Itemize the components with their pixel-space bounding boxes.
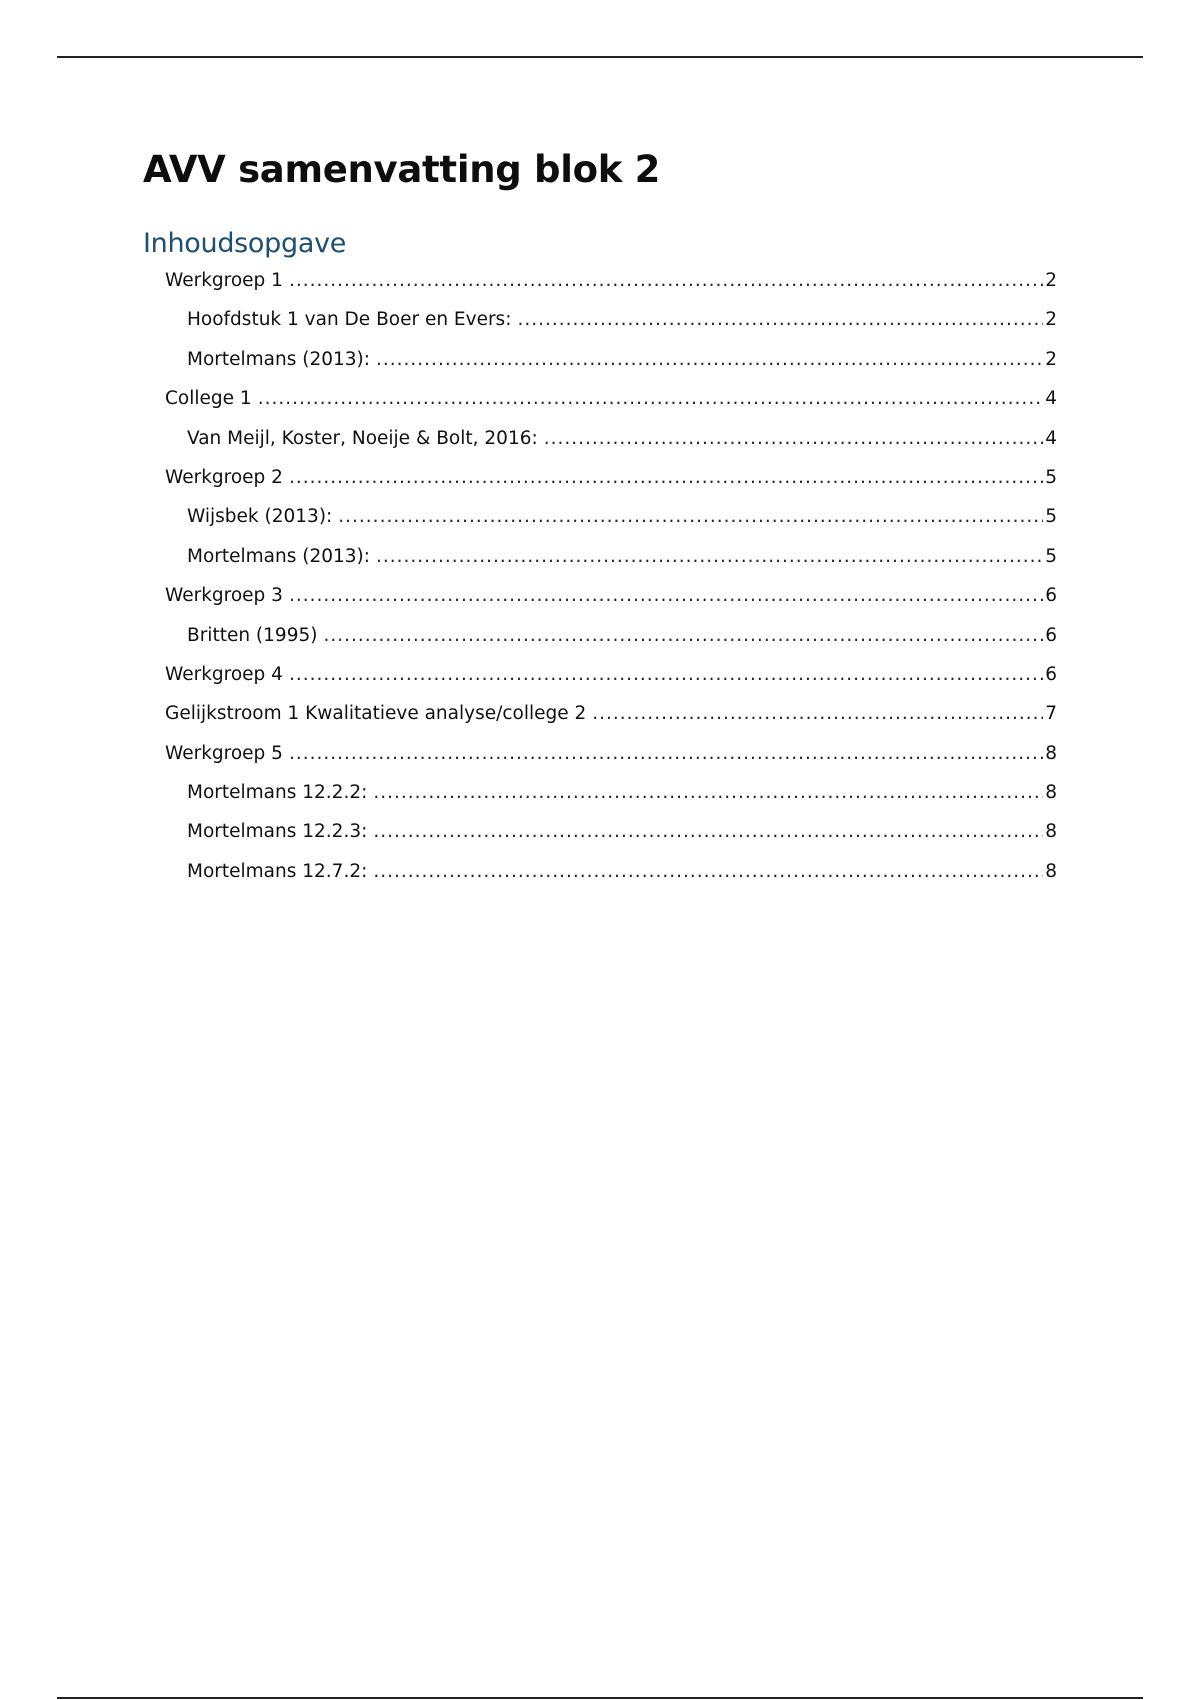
- toc-dot-leader: [289, 664, 1043, 685]
- toc-dot-leader: [373, 821, 1043, 842]
- toc-entry-page: 5: [1045, 466, 1057, 488]
- toc-entry-page: 8: [1045, 821, 1057, 843]
- toc-entry-label: Wijsbek (2013):: [187, 506, 333, 528]
- toc-dot-leader: [289, 270, 1043, 291]
- toc-dot-leader: [289, 467, 1043, 488]
- toc-dot-leader: [373, 861, 1043, 882]
- toc-entry-label: Werkgroep 2: [165, 466, 283, 488]
- toc-entry-label: College 1: [165, 388, 252, 410]
- toc-entry-page: 4: [1045, 388, 1057, 410]
- toc-entry-label: Werkgroep 3: [165, 585, 283, 607]
- toc-entry-page: 4: [1045, 427, 1057, 449]
- toc-entry-page: 2: [1045, 270, 1057, 291]
- toc-entry-page: 2: [1045, 309, 1057, 331]
- toc-entry-label: Mortelmans (2013):: [187, 545, 371, 567]
- toc-entry-page: 5: [1045, 545, 1057, 567]
- toc-entry-label: Mortelmans 12.7.2:: [187, 860, 368, 882]
- toc-entry[interactable]: [143, 467, 1057, 506]
- footer-rule: [57, 1697, 1143, 1699]
- toc-entry[interactable]: [143, 506, 1057, 545]
- toc-entry[interactable]: [143, 625, 1057, 664]
- toc-entry-page: 8: [1045, 860, 1057, 882]
- toc-dot-leader: [373, 782, 1043, 803]
- toc-entry-label: Van Meijl, Koster, Noeije & Bolt, 2016:: [187, 427, 538, 449]
- toc-entry-page: 7: [1045, 703, 1057, 725]
- toc-entry-label: Gelijkstroom 1 Kwalitatieve analyse/college 2: [165, 703, 587, 725]
- toc-dot-leader: [544, 428, 1043, 449]
- toc-heading: Inhoudsopgave: [143, 228, 347, 259]
- toc-dot-leader: [517, 309, 1043, 330]
- toc-entry[interactable]: [143, 270, 1057, 309]
- toc-entry-label: Mortelmans 12.2.2:: [187, 782, 368, 804]
- toc-entry[interactable]: [143, 546, 1057, 585]
- toc-dot-leader: [592, 703, 1043, 724]
- toc-entry[interactable]: [143, 428, 1057, 467]
- toc-entry-page: 5: [1045, 506, 1057, 528]
- page-content: [143, 140, 1057, 900]
- toc-entry-page: 8: [1045, 742, 1057, 764]
- document-title: AVV samenvatting blok 2: [143, 148, 661, 191]
- toc-entry[interactable]: [143, 309, 1057, 348]
- toc-entry[interactable]: [143, 743, 1057, 782]
- toc-entry[interactable]: [143, 585, 1057, 624]
- toc-entry-label: Britten (1995): [187, 624, 318, 646]
- toc-entry-label: Werkgroep 5: [165, 742, 283, 764]
- toc-entry[interactable]: [143, 782, 1057, 821]
- toc-entry-label: Werkgroep 4: [165, 663, 283, 685]
- toc-dot-leader: [289, 585, 1043, 606]
- toc-entry[interactable]: [143, 861, 1057, 900]
- toc-dot-leader: [258, 388, 1044, 409]
- toc-entry-page: 6: [1045, 624, 1057, 646]
- toc-entry-page: 8: [1045, 782, 1057, 804]
- toc-dot-leader: [338, 506, 1043, 527]
- toc-entry[interactable]: [143, 349, 1057, 388]
- toc-entry-label: Mortelmans (2013):: [187, 348, 371, 370]
- toc-dot-leader: [323, 625, 1043, 646]
- toc-dot-leader: [289, 743, 1043, 764]
- toc-entry[interactable]: [143, 821, 1057, 860]
- toc-entry-label: Werkgroep 1: [165, 270, 283, 291]
- header-rule: [57, 56, 1143, 58]
- toc-entry-page: 6: [1045, 585, 1057, 607]
- toc-entry-page: 2: [1045, 348, 1057, 370]
- toc-dot-leader: [376, 349, 1043, 370]
- toc-entry[interactable]: [143, 703, 1057, 742]
- toc-entry-label: Mortelmans 12.2.3:: [187, 821, 368, 843]
- toc-entry-label: Hoofdstuk 1 van De Boer en Evers:: [187, 309, 512, 331]
- toc-entry[interactable]: [143, 664, 1057, 703]
- toc-entry-page: 6: [1045, 663, 1057, 685]
- table-of-contents: [143, 270, 1057, 900]
- toc-dot-leader: [376, 546, 1043, 567]
- toc-entry[interactable]: [143, 388, 1057, 427]
